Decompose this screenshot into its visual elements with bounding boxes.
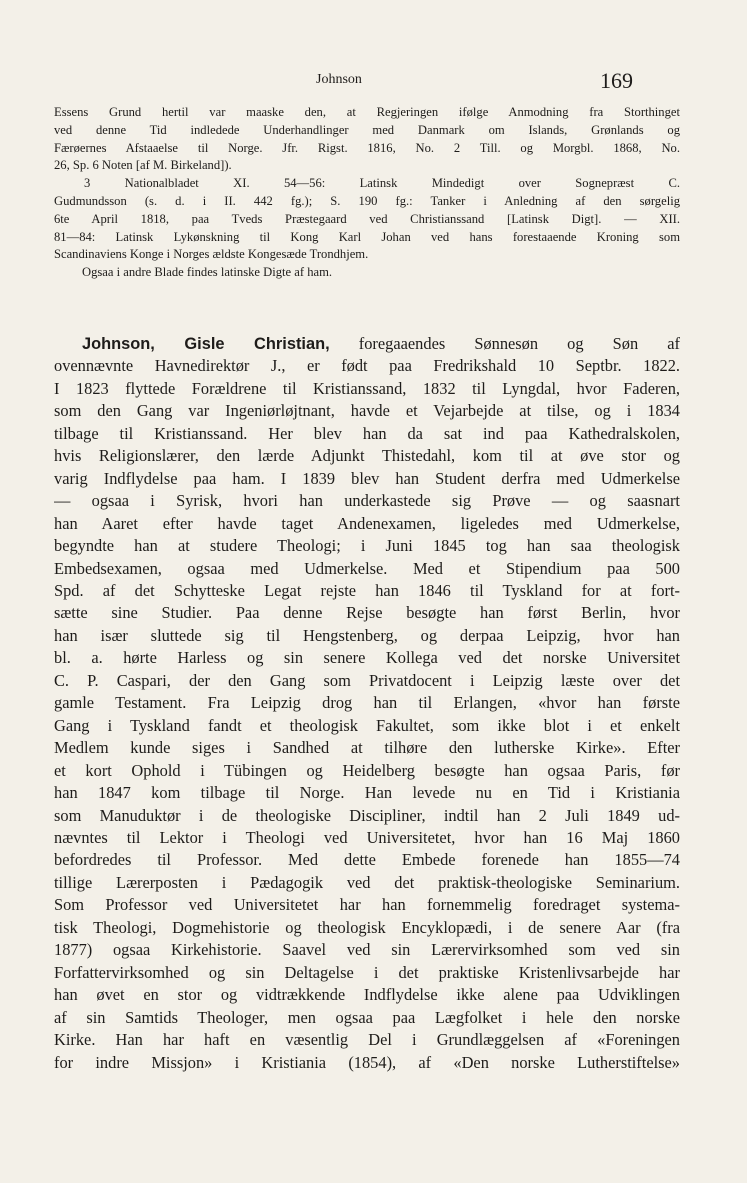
article-line: han øvet en stor og vidtrækkende Indflydelse ikke alene paa Udviklingen xyxy=(54,985,680,1005)
article-line: varig Indflydelse paa ham. I 1839 blev han Student derfra med Udmerkelse xyxy=(54,468,680,488)
article-first-line xyxy=(54,333,680,355)
article-line: Som Professor ved Universitetet har han fornemmelig foredraget systema- xyxy=(54,895,680,915)
article-line: som Manuduktør i de theologiske Discipliner, indtil han 2 Juli 1849 ud- xyxy=(54,805,680,825)
article-line: Spd. af det Schytteske Legat rejste han 1846 til Tyskland for at fort- xyxy=(54,580,680,600)
article-line: tisk Theologi, Dogmehistorie og theologisk Encyklopædi, i de senere Aar (fra xyxy=(54,917,680,937)
article-line: I 1823 flyttede Forældrene til Kristianssand, 1832 til Lyngdal, hvor Faderen, xyxy=(54,378,680,398)
footnote-line: Ogsaa i andre Blade findes latinske Digte af ham. xyxy=(82,265,333,280)
article-line: for indre Missjon» i Kristiania (1854), af «Den norske Lutherstiftelse» xyxy=(54,1052,680,1072)
article-line: gamle Testament. Fra Leipzig drog han til Erlangen, «hvor han første xyxy=(54,693,680,713)
footnote-line: Færøernes Afstaaelse til Norge. Jfr. Rigst. 1816, No. 2 Till. og Morgbl. 1868, No. xyxy=(54,140,680,155)
article-line: Forfattervirksomhed og sin Deltagelse i det praktiske Kristenlivsarbejde har xyxy=(54,962,680,982)
article-line: et kort Ophold i Tübingen og Heidelberg besøgte han ogsaa Paris, før xyxy=(54,760,680,780)
page-header xyxy=(0,68,747,98)
article-line: af sin Samtids Theologer, men ogsaa paa Lægfolket i hele den norske xyxy=(54,1007,680,1027)
article-line: som den Gang var Ingeniørløjtnant, havde et Vejarbejde at tilse, og i 1834 xyxy=(54,401,680,421)
footnote-line: Gudmundsson (s. d. i II. 442 fg.); S. 190 fg.: Tanker i Anledning af den sørgelig xyxy=(54,193,680,208)
article-line: sætte sine Studier. Paa denne Rejse besøgte han først Berlin, hvor xyxy=(54,603,680,623)
page-number: 169 xyxy=(600,68,633,93)
article-line: hvis Religionslærer, den lærde Adjunkt Thistedahl, kom til at øve stor og xyxy=(54,446,680,466)
article-line: han 1847 kom tilbage til Norge. Han levede nu en Tid i Kristiania xyxy=(54,783,680,803)
footnote-line: Essens Grund hertil var maaske den, at Regjeringen ifølge Anmodning fra Storthinget xyxy=(54,105,680,119)
article-heading-name: Johnson, Gisle Christian, xyxy=(82,335,330,353)
article-line: 1877) ogsaa Kirkehistorie. Saavel ved sin Lærervirksomhed som ved sin xyxy=(54,940,680,960)
article-line: — ogsaa i Syrisk, hvori han underkastede sig Prøve — og saasnart xyxy=(54,491,680,511)
footnote-line: 3 Nationalbladet XI. 54—56: Latinsk Mindedigt over Sognepræst C. xyxy=(84,176,680,191)
article-line: begyndte han at studere Theologi; i Juni 1845 tog han saa theologisk xyxy=(54,536,680,556)
footnote-line: 26, Sp. 6 Noten [af M. Birkeland]). xyxy=(54,158,232,173)
article-line: Medlem kunde siges i Sandhed at tilhøre den lutherske Kirke». Efter xyxy=(54,738,680,758)
article-line: han især sluttede sig til Hengstenberg, og derpaa Leipzig, hvor han xyxy=(54,625,680,645)
running-title: Johnson xyxy=(316,72,362,87)
article-body xyxy=(54,333,680,1074)
article-line: Gang i Tyskland fandt et theologisk Fakultet, som ikke blot i et enkelt xyxy=(54,715,680,735)
article-line: Kirke. Han har haft en væsentlig Del i Grundlæggelsen af «Foreningen xyxy=(54,1030,680,1050)
article-line: C. P. Caspari, der den Gang som Privatdocent i Leipzig læste over det xyxy=(54,670,680,690)
article-line: tillige Lærerposten i Pædagogik ved det praktisk-theologiske Seminarium. xyxy=(54,872,680,892)
article-first-line-text: foregaaendes Sønnesøn og Søn af xyxy=(358,334,680,353)
article-line: ovennævnte Havnedirektør J., er født paa Fredrikshald 10 Septbr. 1822. xyxy=(54,356,680,376)
article-line: nævntes til Lektor i Theologi ved Universitetet, hvor han 16 Maj 1860 xyxy=(54,827,680,847)
article-line: bl. a. hørte Harless og sin senere Kollega ved det norske Universitet xyxy=(54,648,680,668)
article-line: Embedsexamen, ogsaa med Udmerkelse. Med et Stipendium paa 500 xyxy=(54,558,680,578)
footnote-line: 81—84: Latinsk Lykønskning til Kong Karl Johan ved hans forestaaende Kroning som xyxy=(54,229,680,244)
article-line: han Aaret efter havde taget Andenexamen, ligeledes med Udmerkelse, xyxy=(54,513,680,533)
footnote-block xyxy=(54,104,680,282)
footnote-line: ved denne Tid indledede Underhandlinger med Danmark om Islands, Grønlands og xyxy=(54,122,680,137)
article-line: tilbage til Kristianssand. Her blev han da sat ind paa Kathedralskolen, xyxy=(54,423,680,443)
article-line: befordredes til Professor. Med dette Embede forenede han 1855—74 xyxy=(54,850,680,870)
footnote-line: Scandinaviens Konge i Norges ældste Kongesæde Trondhjem. xyxy=(54,247,369,262)
footnote-line: 6te April 1818, paa Tveds Præstegaard ved Christianssand [Latinsk Digt]. — XII. xyxy=(54,211,680,226)
